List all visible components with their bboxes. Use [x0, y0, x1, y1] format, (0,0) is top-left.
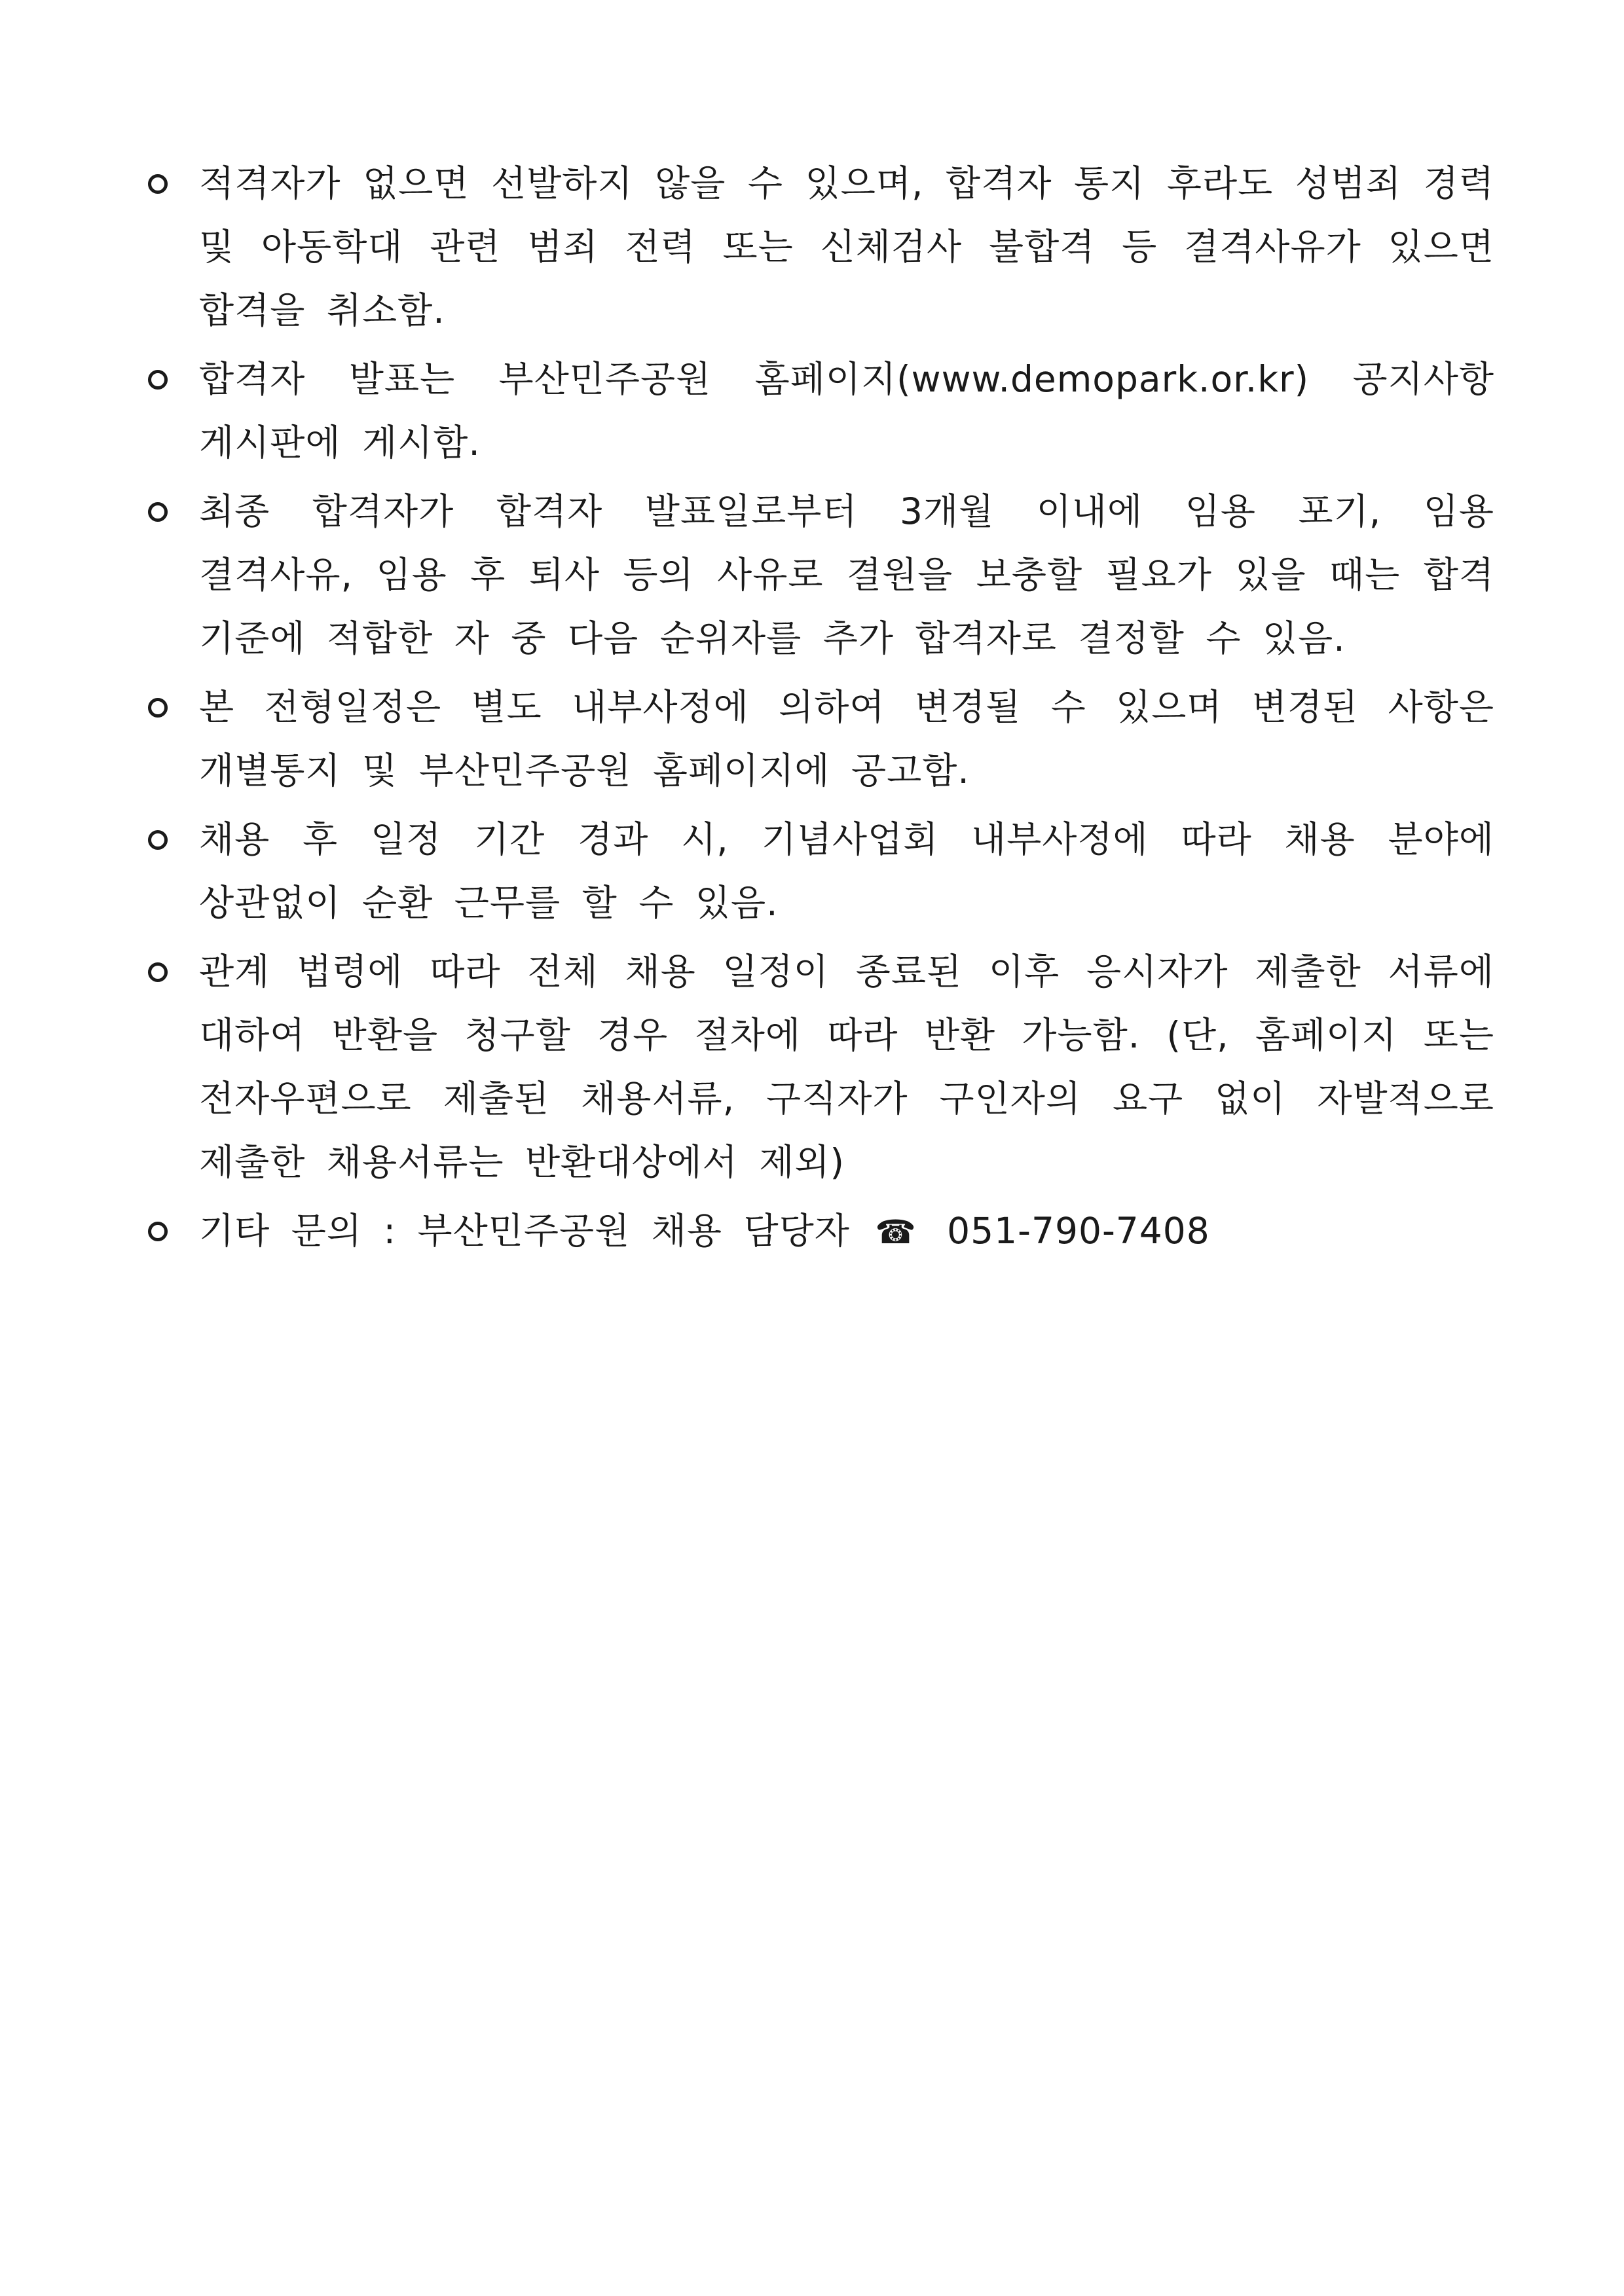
telephone-icon: ☎ [875, 1213, 917, 1251]
notice-item [145, 940, 1494, 1194]
notice-item [145, 808, 1494, 935]
circle-bullet-icon [148, 962, 168, 982]
contact-item [145, 1199, 1494, 1264]
circle-bullet-icon [148, 502, 168, 522]
circle-bullet-icon [148, 1222, 168, 1241]
notice-text: 관계 법령에 따라 전체 채용 일정이 종료된 이후 응시자가 제출한 서류에 대하여 반환을 청구할 경우 절차에 따라 반환 가능함. (단, 홈페이지 또는 전자우편으로 제출된 채용서류, 구직자가 구인자의 요구 없이 자발적으로 제출한 채용서류는 반환대상에서 제외) [199, 951, 1494, 1183]
circle-bullet-icon [148, 830, 168, 850]
notice-text: 합격자 발표는 부산민주공원 홈페이지(www.demopark.or.kr) 공지사항 게시판에 게시함. [199, 358, 1494, 464]
notice-text: 최종 합격자가 합격자 발표일로부터 3개월 이내에 임용 포기, 임용 결격사유, 임용 후 퇴사 등의 사유로 결원을 보충할 필요가 있을 때는 합격 기준에 적합한 자 중 다음 순위자를 추가 합격자로 결정할 수 있음. [199, 490, 1494, 659]
notice-text: 적격자가 없으면 선발하지 않을 수 있으며, 합격자 통지 후라도 성범죄 경력 및 아동학대 관련 범죄 전력 또는 신체검사 불합격 등 결격사유가 있으면 합격을 취소함. [199, 162, 1494, 331]
notice-list [145, 152, 1494, 1269]
notice-item [145, 348, 1494, 475]
notice-item [145, 480, 1494, 670]
notice-item [145, 152, 1494, 342]
circle-bullet-icon [148, 174, 168, 194]
contact-label: 기타 문의 : 부산민주공원 채용 담당자 [199, 1210, 850, 1252]
circle-bullet-icon [148, 698, 168, 718]
notice-item [145, 676, 1494, 803]
notice-text: 채용 후 일정 기간 경과 시, 기념사업회 내부사정에 따라 채용 분야에 상관없이 순환 근무를 할 수 있음. [199, 818, 1494, 924]
circle-bullet-icon [148, 370, 168, 390]
notice-text: 본 전형일정은 별도 내부사정에 의하여 변경될 수 있으며 변경된 사항은 개별통지 및 부산민주공원 홈페이지에 공고함. [199, 686, 1494, 792]
contact-phone: 051-790-7408 [947, 1210, 1210, 1252]
